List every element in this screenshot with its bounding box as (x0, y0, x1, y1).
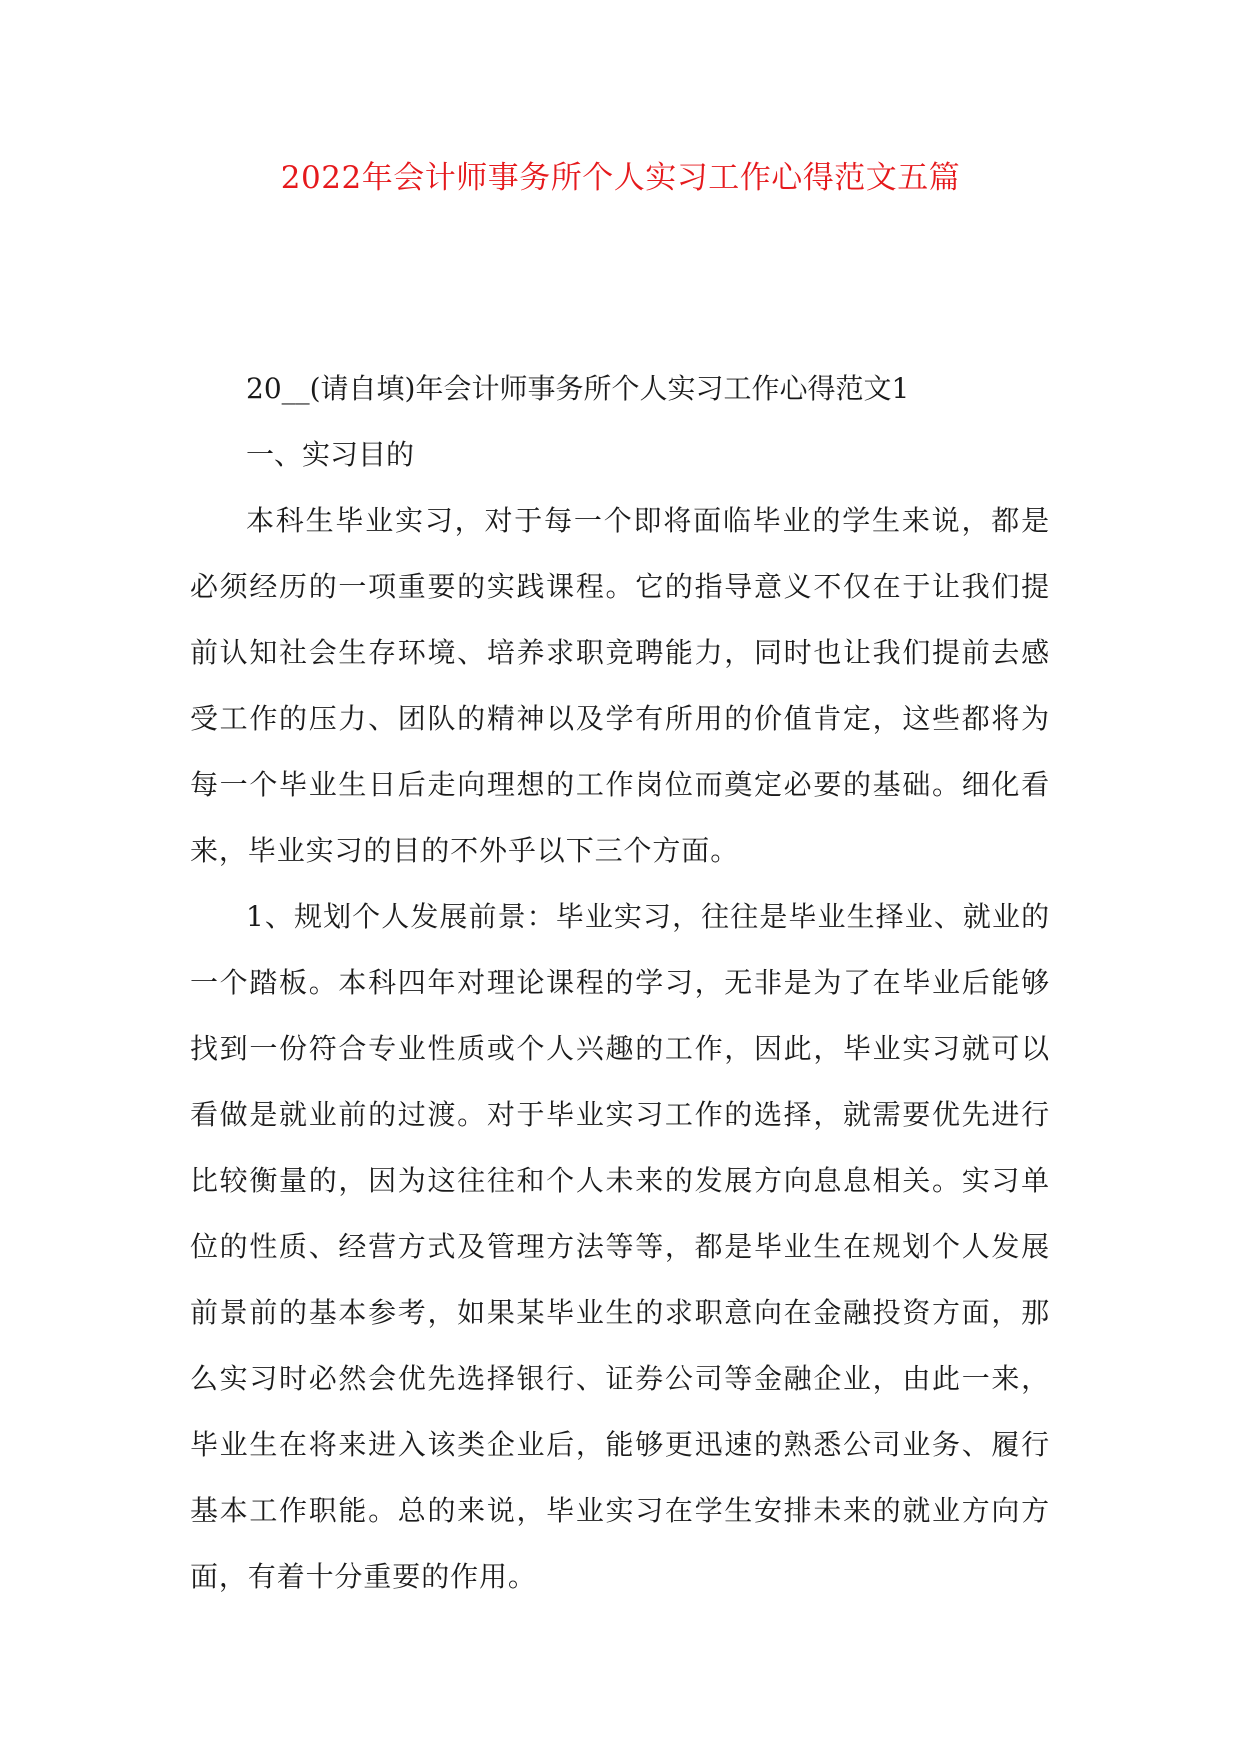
section-heading: 20__(请自填)年会计师事务所个人实习工作心得范文1 (246, 372, 910, 405)
body-paragraph: 1、规划个人发展前景：毕业实习，往往是毕业生择业、就业的一个踏板。本科四年对理论课程的学习，无非是为了在毕业后能够找到一份符合专业性质或个人兴趣的工作，因此，毕业实习就可以看做是就业前的过渡。对于毕业实习工作的选择，就需要优先进行比较衡量的，因为这往往和个人未来的发展方向息息相关。实习单位的性质、经营方式及管理方法等等，都是毕业生在规划个人发展前景前的基本参考，如果某毕业生的求职意向在金融投资方面，那么实习时必然会优先选择银行、证券公司等金融企业，由此一来，毕业生在将来进入该类企业后，能够更迅速的熟悉公司业务、履行基本工作职能。总的来说，毕业实习在学生安排未来的就业方向方面，有着十分重要的作用。 (190, 900, 1050, 1593)
document-title: 2022年会计师事务所个人实习工作心得范文五篇 (280, 160, 961, 196)
body-paragraph: 本科生毕业实习，对于每一个即将面临毕业的学生来说，都是必须经历的一项重要的实践课程。它的指导意义不仅在于让我们提前认知社会生存环境、培养求职竞聘能力，同时也让我们提前去感受工作的压力、团队的精神以及学有所用的价值肯定，这些都将为每一个毕业生日后走向理想的工作岗位而奠定必要的基础。细化看来，毕业实习的目的不外乎以下三个方面。 (190, 504, 1050, 867)
subheading-practice-purpose: 一、实习目的 (246, 438, 415, 471)
document-body (190, 356, 1050, 1610)
